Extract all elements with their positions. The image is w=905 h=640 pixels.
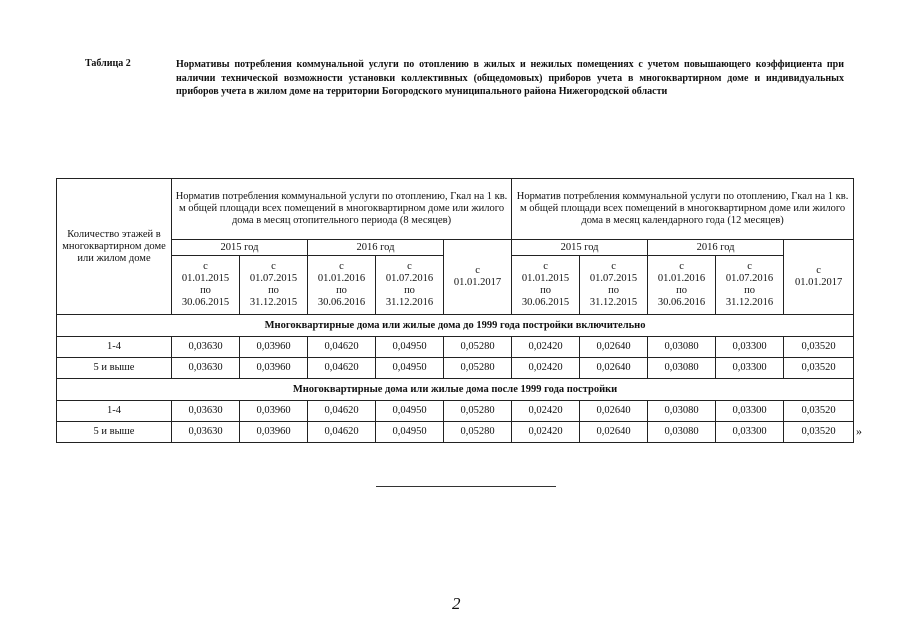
header-8-months: Норматив потребления коммунальной услуги по отоплению, Гкал на 1 кв. м общей площади всех помещений в многоквартирном доме или жилого дома в месяц отопительного периода (8 месяцев) (172, 179, 512, 240)
norm-value: 0,03960 (240, 358, 308, 379)
floors-label: 5 и выше (57, 358, 172, 379)
norm-value: 0,03960 (240, 401, 308, 422)
norm-value: 0,05280 (444, 337, 512, 358)
closing-quote: » (856, 424, 862, 438)
norm-value: 0,05280 (444, 401, 512, 422)
norm-value: 0,02640 (580, 422, 648, 443)
floors-label: 5 и выше (57, 422, 172, 443)
norm-value: 0,03300 (716, 422, 784, 443)
period-header: с 01.07.2016 по 31.12.2016 (716, 256, 784, 315)
norm-value: 0,03630 (172, 337, 240, 358)
norm-value: 0,02640 (580, 401, 648, 422)
norm-value: 0,04620 (308, 358, 376, 379)
norm-value: 0,02420 (512, 358, 580, 379)
norm-value: 0,02640 (580, 358, 648, 379)
norm-value: 0,03080 (648, 401, 716, 422)
norm-value: 0,03630 (172, 358, 240, 379)
header-12-months: Норматив потребления коммунальной услуги по отоплению, Гкал на 1 кв. м общей площади всех помещений в многоквартирном доме или жилого дома в месяц календарного года (12 месяцев) (512, 179, 854, 240)
year-2016-header: 2016 год (308, 240, 444, 256)
norm-value: 0,03520 (784, 401, 854, 422)
norm-value: 0,03080 (648, 358, 716, 379)
norm-value: 0,03960 (240, 337, 308, 358)
page-number: 2 (452, 594, 461, 613)
norm-value: 0,04620 (308, 337, 376, 358)
norm-value: 0,03080 (648, 337, 716, 358)
year-2015-header: 2015 год (512, 240, 648, 256)
norms-table (56, 178, 854, 443)
norm-value: 0,04620 (308, 401, 376, 422)
period-header: с 01.07.2015 по 31.12.2015 (240, 256, 308, 315)
period-header: с 01.07.2015 по 31.12.2015 (580, 256, 648, 315)
norm-value: 0,03630 (172, 401, 240, 422)
year-2015-header: 2015 год (172, 240, 308, 256)
norm-value: 0,02640 (580, 337, 648, 358)
norm-value: 0,05280 (444, 358, 512, 379)
table-caption-label: Таблица 2 (85, 58, 131, 69)
norm-value: 0,03080 (648, 422, 716, 443)
norm-value: 0,02420 (512, 337, 580, 358)
table-row (57, 358, 854, 379)
period-header: с 01.07.2016 по 31.12.2016 (376, 256, 444, 315)
period-header: с 01.01.2016 по 30.06.2016 (308, 256, 376, 315)
period-header: с 01.01.2015 по 30.06.2015 (172, 256, 240, 315)
floors-label: 1-4 (57, 401, 172, 422)
separator-line (376, 486, 556, 487)
period-header: с 01.01.2016 по 30.06.2016 (648, 256, 716, 315)
section-title: Многоквартирные дома или жилые дома после 1999 года постройки (57, 379, 854, 401)
norm-value: 0,04950 (376, 337, 444, 358)
norm-value: 0,03520 (784, 422, 854, 443)
norm-value: 0,03520 (784, 358, 854, 379)
table-row (57, 401, 854, 422)
norm-value: 0,03520 (784, 337, 854, 358)
floors-label: 1-4 (57, 337, 172, 358)
norm-value: 0,02420 (512, 422, 580, 443)
norm-value: 0,03300 (716, 401, 784, 422)
from-2017-header: с 01.01.2017 (784, 240, 854, 315)
norm-value: 0,05280 (444, 422, 512, 443)
norm-value: 0,03630 (172, 422, 240, 443)
table-row (57, 337, 854, 358)
norm-value: 0,03300 (716, 337, 784, 358)
norm-value: 0,02420 (512, 401, 580, 422)
table-caption-text: Нормативы потребления коммунальной услуги по отоплению в жилых и нежилых помещениях с учетом повышающего коэффициента при наличии технической возможности установки коллективных (общедомовых) приборов учета в многоквартирном доме и индивидуальных приборов учета в жилом доме на территории Богородского муниципального района Нижегородской области (176, 59, 844, 97)
norm-value: 0,04620 (308, 422, 376, 443)
norm-value: 0,04950 (376, 358, 444, 379)
norm-value: 0,04950 (376, 422, 444, 443)
period-header: с 01.01.2015 по 30.06.2015 (512, 256, 580, 315)
norm-value: 0,04950 (376, 401, 444, 422)
norm-value: 0,03960 (240, 422, 308, 443)
norm-value: 0,03300 (716, 358, 784, 379)
year-2016-header: 2016 год (648, 240, 784, 256)
table-row (57, 422, 854, 443)
from-2017-header: с 01.01.2017 (444, 240, 512, 315)
row-header-cell: Количество этажей в многоквартирном доме или жилом доме (57, 179, 172, 315)
section-title: Многоквартирные дома или жилые дома до 1999 года постройки включительно (57, 315, 854, 337)
